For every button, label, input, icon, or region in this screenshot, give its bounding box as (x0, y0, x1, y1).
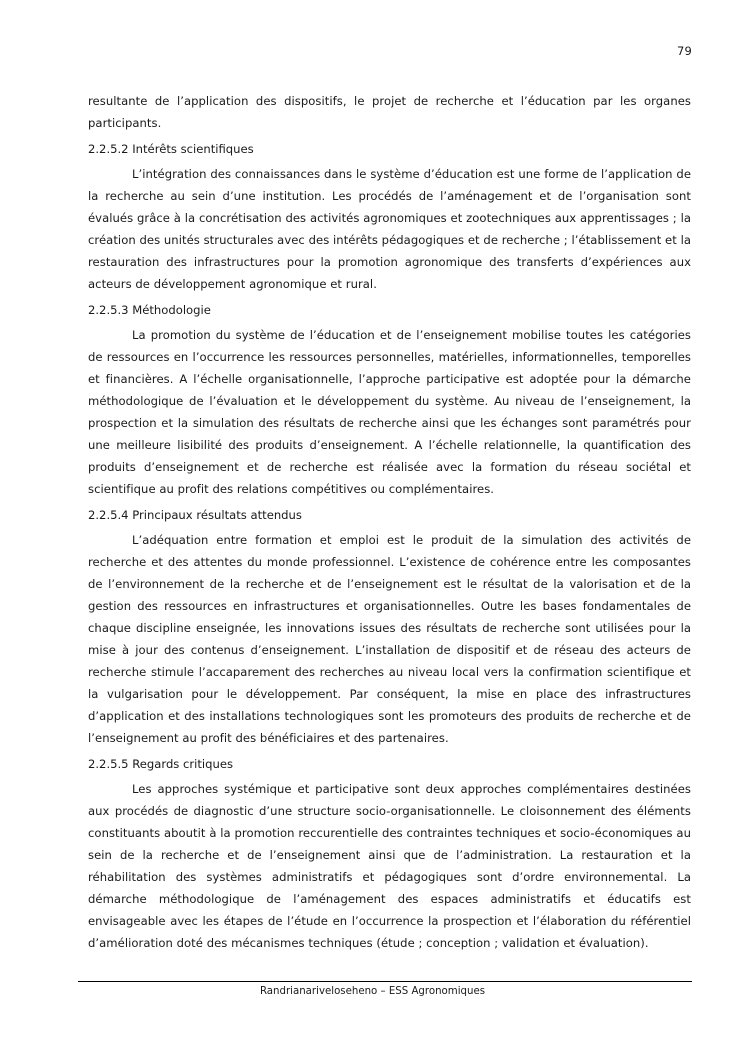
page-number: 79 (676, 44, 692, 58)
footer-text: Randrianariveloseheno – ESS Agronomiques (259, 986, 486, 997)
section-heading-interets-scientifiques: 2.2.5.2 Intérêts scientifiques (88, 142, 254, 156)
section-heading-resultats-attendus: 2.2.5.4 Principaux résultats attendus (88, 508, 302, 522)
paragraph-continuation: resultante de l’application des dispositifs, le projet de recherche et l’éducation par les organes participants. (88, 94, 691, 130)
section-heading-methodologie: 2.2.5.3 Méthodologie (88, 303, 211, 317)
paragraph-regards-critiques: Les approches systémique et participative sont deux approches complémentaires destinées aux procédés de diagnostic d’une structure socio-organisationnelle. Le cloisonnement des éléments constituants aboutit à la promotion reccurentielle des contraintes techniques et socio-économiques au sein de la recherche et de l’enseignement ainsi que de l’administration. La restauration et la réhabilitation des systèmes administratifs et pédagogiques sont d’ordre environnemental. La démarche méthodologique de l’aménagement des espaces administratifs et éducatifs est envisageable avec les étapes de l’étude en l’occurrence la prospection et l’élaboration du référentiel d’amélioration doté des mécanismes techniques (étude ; conception ; validation et évaluation). (88, 782, 691, 950)
footer-divider (78, 981, 692, 982)
paragraph-resultats-attendus: L’adéquation entre formation et emploi est le produit de la simulation des activités de recherche et des attentes du monde professionnel. L’existence de cohérence entre les composantes de l’environnement de la recherche et de l’enseignement est le résultat de la valorisation et de la gestion des ressources en infrastructures et organisationnelles. Outre les bases fondamentales de chaque discipline enseignée, les innovations issues des résultats de recherche sont utilisées pour la mise à jour des contenus d’enseignement. L’installation de dispositif et de réseau des acteurs de recherche stimule l’accaparement des recherches au niveau local vers la confirmation scientifique et la vulgarisation pour le développement. Par conséquent, la mise en place des infrastructures d’application et des installations technologiques sont les promoteurs des produits de recherche et de l’enseignement au profit des bénéficiaires et des partenaires. (88, 533, 691, 745)
section-heading-regards-critiques: 2.2.5.5 Regards critiques (88, 757, 234, 771)
paragraph-interets-scientifiques: L’intégration des connaissances dans le système d’éducation est une forme de l’application de la recherche au sein d’une institution. Les procédés de l’aménagement et de l’organisation sont évalués grâce à la concrétisation des activités agronomiques et zootechniques aux apprentissages ; la création des unités structurales avec des intérêts pédagogiques et de recherche ; l’établissement et la restauration des infrastructures pour la promotion agronomique des transferts d’expériences aux acteurs de développement agronomique et rural. (88, 167, 691, 291)
page-content (88, 90, 691, 954)
paragraph-methodologie: La promotion du système de l’éducation et de l’enseignement mobilise toutes les catégories de ressources en l’occurrence les ressources personnelles, matérielles, informationnelles, temporelles et financières. A l’échelle organisationnelle, l’approche participative est adoptée pour la démarche méthodologique de l’évaluation et le développement du système. Au niveau de l’enseignement, la prospection et la simulation des résultats de recherche ainsi que les échanges sont paramétrés pour une meilleure lisibilité des produits d’enseignement. A l’échelle relationnelle, la quantification des produits d’enseignement et de recherche est réalisée avec la formation du réseau sociétal et scientifique au profit des relations compétitives ou complémentaires. (88, 328, 691, 496)
